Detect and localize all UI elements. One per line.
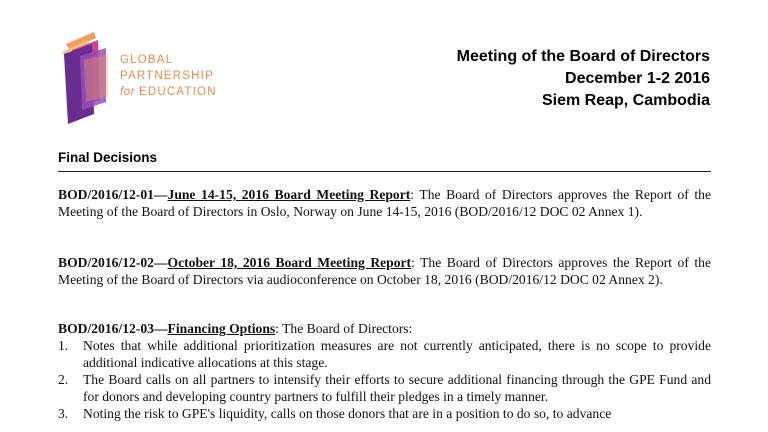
decision-1	[58, 186, 711, 220]
decision-code: BOD/2016/12-02—	[58, 255, 168, 270]
meeting-location: Siem Reap, Cambodia	[541, 92, 710, 109]
decision-2	[58, 254, 711, 288]
gpe-logo	[58, 30, 228, 126]
logo-education: EDUCATION	[139, 86, 217, 98]
meeting-header	[457, 46, 710, 112]
decision-title: October 18, 2016 Board Meeting Report	[167, 255, 412, 270]
decision-text: : The Board of Directors approves the Report of the Meeting of the Board of Directors via audioconference on October 18, 2016 (BOD/2016/12 DOC 02 Annex 2).	[58, 255, 711, 287]
list-item-text: Notes that while additional prioritization measures are not currently anticipated, there is no scope to provide additional indicative allocations at this stage.	[83, 338, 711, 370]
gpe-wordmark	[120, 52, 217, 100]
decision-code: BOD/2016/12-03—	[58, 321, 168, 336]
logo-line-global: GLOBAL	[120, 54, 174, 66]
logo-line-partnership: PARTNERSHIP	[120, 70, 214, 82]
list-item-number: 3.	[58, 406, 69, 421]
gpe-book-icon	[58, 30, 120, 126]
decision-code: BOD/2016/12-01—	[58, 187, 168, 202]
section-divider	[58, 171, 711, 172]
decision-items	[58, 337, 711, 422]
list-item	[58, 337, 711, 371]
meeting-title: Meeting of the Board of Directors	[456, 48, 710, 65]
logo-line-education	[120, 84, 217, 100]
decision-text: : The Board of Directors:	[275, 321, 413, 336]
decision-title: Financing Options	[167, 321, 276, 336]
section-title: Final Decisions	[58, 150, 158, 165]
list-item-number: 1.	[58, 338, 69, 353]
meeting-date: December 1-2 2016	[565, 70, 710, 87]
list-item-text: The Board calls on all partners to intensify their efforts to secure additional financing through the GPE Fund and for donors and developing country partners to fulfill their pledges in a timely manner.	[83, 372, 711, 404]
list-item-number: 2.	[58, 372, 69, 387]
list-item	[58, 405, 711, 422]
decision-title: June 14-15, 2016 Board Meeting Report	[167, 187, 411, 202]
decision-3	[58, 320, 711, 422]
list-item-text: Noting the risk to GPE's liquidity, calls on those donors that are in a position to do so, to advance	[83, 406, 612, 421]
logo-for: for	[120, 86, 136, 98]
list-item	[58, 371, 711, 405]
decision-text: : The Board of Directors approves the Report of the Meeting of the Board of Directors in Oslo, Norway on June 14-15, 2016 (BOD/2016/12 DOC 02 Annex 1).	[58, 187, 711, 219]
